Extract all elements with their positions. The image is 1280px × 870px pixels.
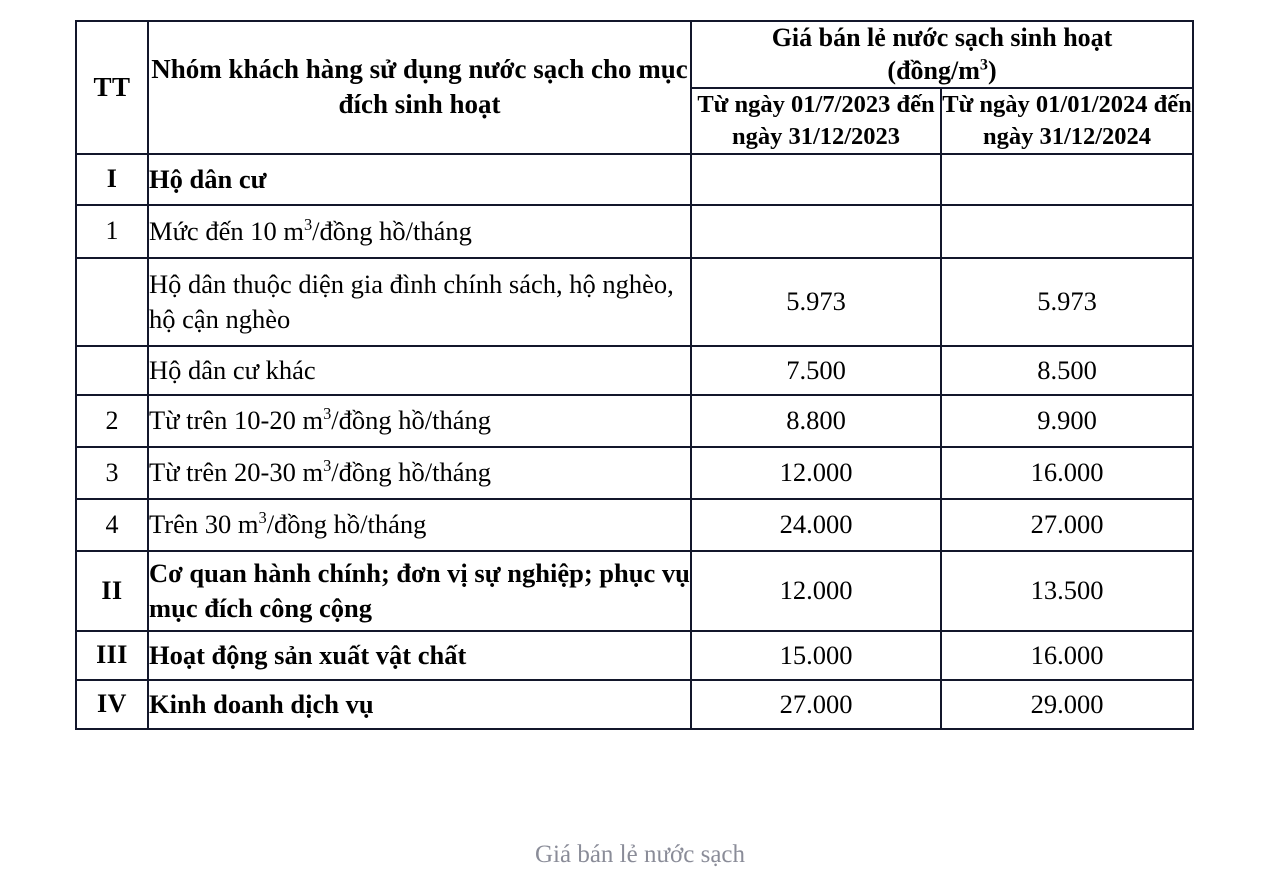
row-description [148,499,691,551]
table-row [76,258,1193,346]
unit-superscript: 3 [979,55,988,73]
table-row [76,154,1193,205]
column-header-customer-group: Nhóm khách hàng sử dụng nước sạch cho mục đích sinh hoạt [148,21,691,154]
row-index: IV [76,680,148,729]
row-description: Hộ dân cư [148,154,691,205]
row-index: II [76,551,148,631]
table-row [76,499,1193,551]
row-price-2024: 27.000 [941,499,1193,551]
table-row [76,346,1193,395]
desc-prefix: Từ trên 10-20 m [149,405,324,436]
desc-prefix: Trên 30 m [149,509,259,540]
row-description: Hộ dân thuộc diện gia đình chính sách, hộ nghèo, hộ cận nghèo [148,258,691,346]
row-index [76,346,148,395]
row-description: Kinh doanh dịch vụ [148,680,691,729]
row-price-2024: 29.000 [941,680,1193,729]
row-price-2023 [691,154,941,205]
row-price-2024: 9.900 [941,395,1193,447]
row-index: 3 [76,447,148,499]
row-description: Hoạt động sản xuất vật chất [148,631,691,680]
row-price-2024 [941,154,1193,205]
row-index: 2 [76,395,148,447]
unit-prefix: (đồng/m [887,55,980,85]
desc-suffix: /đồng hồ/tháng [312,215,472,246]
column-header-period-2023: Từ ngày 01/7/2023 đến ngày 31/12/2023 [691,88,941,154]
row-price-2024 [941,205,1193,258]
unit-suffix: ) [987,55,997,85]
row-description: Hộ dân cư khác [148,346,691,395]
row-price-2023: 12.000 [691,447,941,499]
retail-price-title-line1: Giá bán lẻ nước sạch sinh hoạt [771,23,1113,52]
table-row [76,447,1193,499]
desc-prefix: Mức đến 10 m [149,215,304,246]
desc-suffix: /đồng hồ/tháng [266,509,427,540]
row-price-2023: 15.000 [691,631,941,680]
header-row-top [76,21,1193,88]
table-row [76,551,1193,631]
row-price-2023: 27.000 [691,680,941,729]
table-body [76,154,1193,729]
row-description: Cơ quan hành chính; đơn vị sự nghiệp; phục vụ mục đích công cộng [148,551,691,631]
row-description [148,205,691,258]
row-price-2023: 8.800 [691,395,941,447]
table-row [76,395,1193,447]
column-header-tt: TT [76,21,148,154]
row-index: I [76,154,148,205]
row-price-2024: 5.973 [941,258,1193,346]
row-price-2024: 13.500 [941,551,1193,631]
row-index [76,258,148,346]
desc-prefix: Từ trên 20-30 m [149,457,324,488]
row-index: III [76,631,148,680]
desc-superscript: 3 [258,508,267,528]
row-price-2023 [691,205,941,258]
desc-superscript: 3 [303,214,313,234]
row-price-2023: 12.000 [691,551,941,631]
desc-superscript: 3 [323,404,332,424]
desc-suffix: /đồng hồ/tháng [331,457,492,488]
table-row [76,631,1193,680]
column-header-retail-price-group [691,21,1193,88]
water-price-table [75,20,1194,730]
row-price-2024: 8.500 [941,346,1193,395]
table-row [76,205,1193,258]
retail-price-unit-line2 [692,55,1192,88]
row-index: 4 [76,499,148,551]
row-price-2023: 24.000 [691,499,941,551]
desc-superscript: 3 [323,456,332,476]
row-price-2024: 16.000 [941,631,1193,680]
row-index: 1 [76,205,148,258]
table-row [76,680,1193,729]
column-header-period-2024: Từ ngày 01/01/2024 đến ngày 31/12/2024 [941,88,1193,154]
clipped-footer-text: Giá bán lẻ nước sạch [534,841,746,868]
row-description [148,447,691,499]
row-price-2023: 5.973 [691,258,941,346]
row-description [148,395,691,447]
row-price-2023: 7.500 [691,346,941,395]
desc-suffix: /đồng hồ/tháng [331,405,492,436]
table-header [76,21,1193,154]
row-price-2024: 16.000 [941,447,1193,499]
